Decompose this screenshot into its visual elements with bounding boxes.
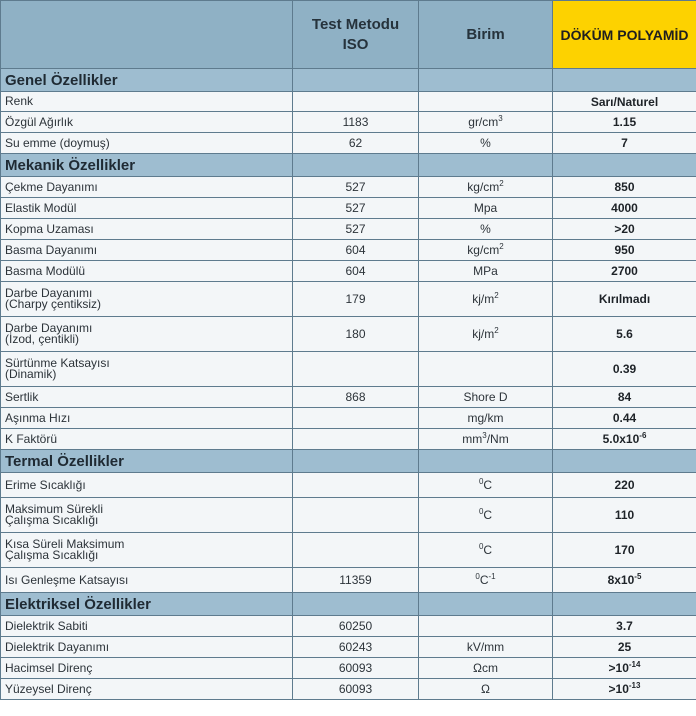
label-line2: (Charpy çentiksiz) <box>5 297 102 311</box>
row-value: 2700 <box>553 261 696 282</box>
row-value: 7 <box>553 133 696 154</box>
row-method: 868 <box>293 387 419 408</box>
unit-text: mm <box>462 432 483 446</box>
table-row <box>1 317 696 352</box>
row-unit: % <box>419 219 553 240</box>
row-value <box>553 679 696 700</box>
unit-text: gr/cm <box>468 115 499 129</box>
unit-sup: 0 <box>475 572 480 581</box>
row-method <box>293 92 419 112</box>
row-unit <box>419 282 553 317</box>
row-method: 60093 <box>293 679 419 700</box>
label-line1: Maksimum Sürekli <box>5 502 104 516</box>
section-title-elektrik: Elektriksel Özellikler <box>1 593 293 616</box>
row-method <box>293 473 419 498</box>
row-label <box>1 352 293 387</box>
row-value: 950 <box>553 240 696 261</box>
row-unit <box>419 112 553 133</box>
header-test-method-line2: ISO <box>342 35 369 53</box>
unit-sup: 0 <box>478 477 484 486</box>
row-unit <box>419 498 553 533</box>
header-test-method-line1: Test Metodu <box>311 15 400 33</box>
value-text: 8x10 <box>607 573 635 587</box>
row-value: 0.44 <box>553 408 696 429</box>
table-row <box>1 568 696 593</box>
row-unit <box>419 429 553 450</box>
label-line1: Darbe Dayanımı <box>5 321 93 335</box>
unit-rest: C <box>483 543 493 557</box>
row-unit: % <box>419 133 553 154</box>
row-label: Elastik Modül <box>1 198 293 219</box>
row-label: Isı Genleşme Katsayısı <box>1 568 293 593</box>
row-label: Renk <box>1 92 293 112</box>
row-value: >20 <box>553 219 696 240</box>
row-unit: MPa <box>419 261 553 282</box>
table-row <box>1 473 696 498</box>
unit-sup: 0 <box>478 542 484 551</box>
unit-text: kj/m <box>472 327 495 341</box>
row-value: 0.39 <box>553 352 696 387</box>
row-label: Basma Modülü <box>1 261 293 282</box>
row-label: Kopma Uzaması <box>1 219 293 240</box>
value-text: 5.0x10 <box>602 432 640 446</box>
section-row <box>1 593 696 616</box>
table-row <box>1 240 696 261</box>
table-row <box>1 429 696 450</box>
table-row <box>1 408 696 429</box>
row-label: Yüzeysel Direnç <box>1 679 293 700</box>
unit-sup: 2 <box>494 326 499 335</box>
row-value: 110 <box>553 498 696 533</box>
table-row <box>1 133 696 154</box>
table-row <box>1 112 696 133</box>
table-row <box>1 177 696 198</box>
row-method <box>293 498 419 533</box>
row-value: 25 <box>553 637 696 658</box>
row-method: 180 <box>293 317 419 352</box>
row-method <box>293 408 419 429</box>
table-row <box>1 198 696 219</box>
row-method <box>293 429 419 450</box>
row-label <box>1 317 293 352</box>
row-unit <box>419 568 553 593</box>
row-unit: kV/mm <box>419 637 553 658</box>
row-unit <box>419 177 553 198</box>
unit-rest: /Nm <box>486 432 509 446</box>
row-value: 850 <box>553 177 696 198</box>
table-row <box>1 679 696 700</box>
row-unit: Ω <box>419 679 553 700</box>
row-label: Çekme Dayanımı <box>1 177 293 198</box>
value-text: >10 <box>608 661 629 675</box>
row-value: 1.15 <box>553 112 696 133</box>
value-sup: -13 <box>628 681 641 690</box>
value-sup: -14 <box>628 660 641 669</box>
label-line1: Kısa Süreli Maksimum <box>5 537 125 551</box>
label-line2: Çalışma Sıcaklığı <box>5 548 99 562</box>
unit-text: kg/cm <box>467 243 500 257</box>
row-method: 60093 <box>293 658 419 679</box>
row-label <box>1 533 293 568</box>
table-row <box>1 282 696 317</box>
header-unit: Birim <box>419 1 553 69</box>
value-text: >10 <box>608 682 629 696</box>
row-value <box>553 429 696 450</box>
row-value <box>553 568 696 593</box>
row-value: 170 <box>553 533 696 568</box>
unit-sup: 2 <box>494 291 499 300</box>
section-title-genel: Genel Özellikler <box>1 69 293 92</box>
row-value: 84 <box>553 387 696 408</box>
unit-sup2: -1 <box>488 572 496 581</box>
unit-sup: 0 <box>478 507 484 516</box>
table-row <box>1 658 696 679</box>
row-method: 60243 <box>293 637 419 658</box>
unit-rest: C <box>483 508 493 522</box>
row-value: 5.6 <box>553 317 696 352</box>
row-label: Basma Dayanımı <box>1 240 293 261</box>
unit-rest: C <box>479 573 489 587</box>
row-method <box>293 352 419 387</box>
table-row <box>1 92 696 112</box>
row-label: Sertlik <box>1 387 293 408</box>
row-method <box>293 533 419 568</box>
row-method: 60250 <box>293 616 419 637</box>
row-value: Kırılmadı <box>553 282 696 317</box>
row-method: 11359 <box>293 568 419 593</box>
table-row <box>1 261 696 282</box>
row-value: Sarı/Naturel <box>553 92 696 112</box>
table-row <box>1 616 696 637</box>
row-method: 604 <box>293 261 419 282</box>
unit-sup: 3 <box>498 114 503 123</box>
value-sup: -6 <box>639 431 647 440</box>
row-unit <box>419 352 553 387</box>
label-line2: (Dinamik) <box>5 367 57 381</box>
unit-sup: 3 <box>482 431 487 440</box>
row-label: K Faktörü <box>1 429 293 450</box>
row-method: 527 <box>293 177 419 198</box>
row-label: Özgül Ağırlık <box>1 112 293 133</box>
row-label: Su emme (doymuş) <box>1 133 293 154</box>
unit-sup: 2 <box>499 242 504 251</box>
row-label: Erime Sıcaklığı <box>1 473 293 498</box>
row-label: Dielektrik Dayanımı <box>1 637 293 658</box>
row-method: 527 <box>293 219 419 240</box>
row-value: 4000 <box>553 198 696 219</box>
row-method: 179 <box>293 282 419 317</box>
row-method: 604 <box>293 240 419 261</box>
row-unit <box>419 92 553 112</box>
label-line2: (İzod, çentikli) <box>5 332 80 346</box>
unit-rest: C <box>483 478 493 492</box>
row-value: 220 <box>553 473 696 498</box>
row-unit <box>419 616 553 637</box>
section-row <box>1 450 696 473</box>
header-product: DÖKÜM POLYAMİD <box>553 1 696 69</box>
row-method: 1183 <box>293 112 419 133</box>
row-unit: Ωcm <box>419 658 553 679</box>
row-unit <box>419 533 553 568</box>
row-method: 62 <box>293 133 419 154</box>
row-label <box>1 498 293 533</box>
table-row <box>1 219 696 240</box>
row-label: Hacimsel Direnç <box>1 658 293 679</box>
row-unit: mg/km <box>419 408 553 429</box>
row-unit <box>419 473 553 498</box>
unit-sup: 2 <box>499 179 504 188</box>
row-unit <box>419 240 553 261</box>
row-unit: Shore D <box>419 387 553 408</box>
row-value <box>553 658 696 679</box>
row-label: Dielektrik Sabiti <box>1 616 293 637</box>
table-row <box>1 533 696 568</box>
header-test-method <box>293 1 419 69</box>
row-unit <box>419 317 553 352</box>
section-row <box>1 154 696 177</box>
table-row <box>1 498 696 533</box>
section-title-mekanik: Mekanik Özellikler <box>1 154 293 177</box>
row-label <box>1 282 293 317</box>
unit-text: kg/cm <box>467 180 500 194</box>
table-row <box>1 352 696 387</box>
row-unit: Mpa <box>419 198 553 219</box>
table-row <box>1 637 696 658</box>
value-sup: -5 <box>634 572 642 581</box>
label-line1: Sürtünme Katsayısı <box>5 356 110 370</box>
row-label: Aşınma Hızı <box>1 408 293 429</box>
row-value: 3.7 <box>553 616 696 637</box>
header-property <box>1 1 293 69</box>
label-line1: Darbe Dayanımı <box>5 286 93 300</box>
unit-text: kj/m <box>472 292 495 306</box>
section-title-termal: Termal Özellikler <box>1 450 293 473</box>
header-row <box>1 1 696 69</box>
label-line2: Çalışma Sıcaklığı <box>5 513 99 527</box>
section-row <box>1 69 696 92</box>
table-row <box>1 387 696 408</box>
row-method: 527 <box>293 198 419 219</box>
